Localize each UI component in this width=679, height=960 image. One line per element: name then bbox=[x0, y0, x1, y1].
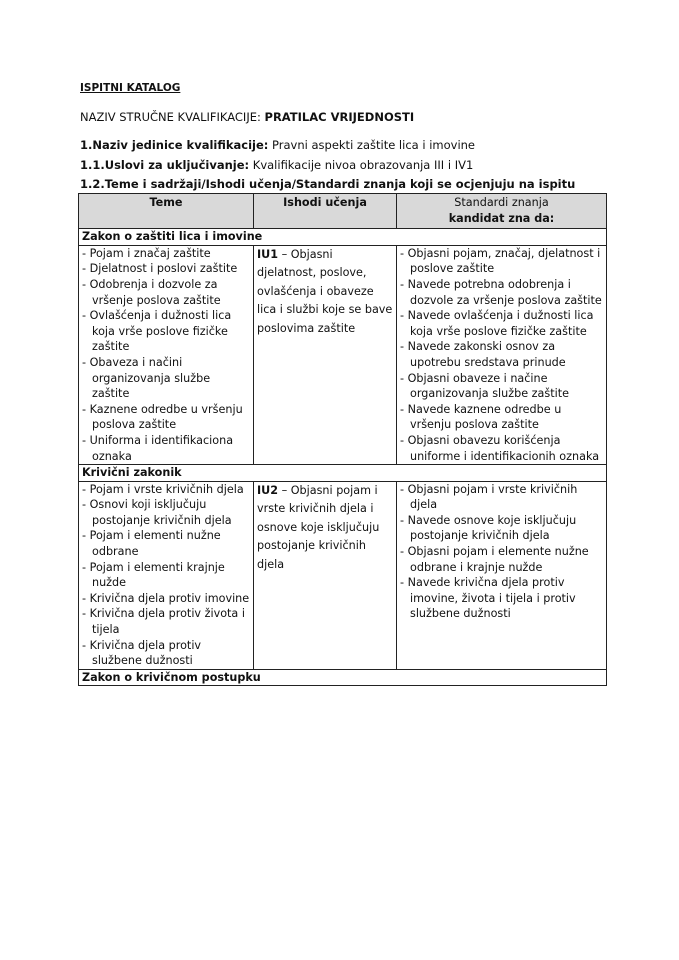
list-item: - Kaznene odredbe u vršenju poslova zaštite bbox=[82, 402, 243, 432]
list-item: - Krivična djela protiv službene dužnosti bbox=[82, 638, 202, 668]
unit-label: 1.Naziv jedinice kvalifikacije: bbox=[80, 138, 269, 152]
col-header-standards-line2: kandidat zna da: bbox=[448, 211, 555, 225]
list-item: - Objasni obaveze i načine organizovanja službe zaštite bbox=[400, 371, 569, 401]
standards-cell bbox=[397, 245, 607, 464]
list-item: - Objasni pojam, značaj, djelatnost i poslove zaštite bbox=[400, 246, 601, 276]
topics-heading: 1.2.Teme i sadržaji/Ishodi učenja/Standardi znanja koji se ocjenjuju na ispitu bbox=[80, 177, 576, 191]
list-item: - Navede osnove koje isključuju postojanje krivičnih djela bbox=[400, 513, 577, 543]
list-item: - Navede potrebna odobrenja i dozvole za vršenje poslova zaštite bbox=[400, 277, 602, 307]
standards-list bbox=[400, 246, 603, 464]
topics-list bbox=[82, 482, 250, 669]
conditions-value: Kvalifikacije nivoa obrazovanja III i IV1 bbox=[249, 158, 474, 172]
section-title: Zakon o krivičnom postupku bbox=[79, 669, 607, 686]
list-item: - Djelatnost i poslovi zaštite bbox=[82, 262, 238, 276]
outcome-cell bbox=[254, 481, 397, 669]
list-item: - Objasni pojam i elemente nužne odbrane i krajnje nužde bbox=[400, 545, 589, 574]
section-title: Zakon o zaštiti lica i imovine bbox=[79, 229, 607, 246]
list-item: - Navede krivična djela protiv imovine, života i tijela i protiv službene dužnosti bbox=[400, 576, 576, 621]
table-row bbox=[79, 481, 607, 669]
col-header-standards bbox=[397, 194, 607, 229]
list-item: - Pojam i elementi nužne odbrane bbox=[82, 529, 221, 559]
unit-value: Pravni aspekti zaštite lica i imovine bbox=[268, 138, 475, 152]
catalog-title: ISPITNI KATALOG bbox=[80, 82, 181, 94]
catalog-table bbox=[78, 193, 607, 686]
section-row bbox=[79, 465, 607, 482]
outcome-text: – Objasni pojam i vrste krivičnih djela i osnove koje isključuju postojanje krivičnih djela bbox=[257, 483, 380, 571]
list-item: - Navede kaznene odredbe u vršenju poslova zaštite bbox=[400, 402, 562, 432]
outcome-code: IU1 bbox=[257, 247, 279, 261]
section-title: Krivični zakonik bbox=[79, 465, 607, 482]
topics-heading-line bbox=[80, 177, 575, 191]
table-header-row bbox=[79, 194, 607, 229]
qualification-value: PRATILAC VRIJEDNOSTI bbox=[264, 110, 415, 124]
list-item: - Navede ovlašćenja i dužnosti lica koja vrše poslove fizičke zaštite bbox=[400, 309, 594, 338]
list-item: - Pojam i elementi krajnje nužde bbox=[82, 560, 225, 590]
section-row bbox=[79, 669, 607, 686]
standards-cell bbox=[397, 481, 607, 669]
list-item: - Ovlašćenja i dužnosti lica koja vrše poslove fizičke zaštite bbox=[82, 309, 232, 354]
list-item: - Osnovi koji isključuju postojanje krivičnih djela bbox=[82, 498, 232, 527]
list-item: - Objasni obavezu korišćenja uniforme i identifikacionih oznaka bbox=[400, 433, 600, 463]
list-item: - Objasni pojam i vrste krivičnih djela bbox=[400, 482, 578, 512]
list-item: - Pojam i značaj zaštite bbox=[82, 246, 211, 260]
list-item: - Uniforma i identifikaciona oznaka bbox=[82, 433, 234, 463]
list-item: - Krivična djela protiv života i tijela bbox=[82, 607, 245, 637]
list-item: - Navede zakonski osnov za upotrebu sredstava prinude bbox=[400, 340, 566, 369]
list-item: - Krivična djela protiv imovine bbox=[82, 591, 250, 605]
conditions-line bbox=[80, 158, 473, 172]
topics-cell bbox=[79, 481, 254, 669]
topics-cell bbox=[79, 245, 254, 464]
col-header-outcomes: Ishodi učenja bbox=[254, 194, 397, 229]
outcome-code: IU2 bbox=[257, 483, 279, 497]
unit-line bbox=[80, 138, 475, 152]
conditions-label: 1.1.Uslovi za uključivanje: bbox=[80, 158, 250, 172]
topics-list bbox=[82, 246, 250, 464]
outcome-text: – Objasni djelatnost, poslove, ovlašćenja i obaveze lica i službi koje se bave poslovima zaštite bbox=[257, 247, 393, 335]
standards-list bbox=[400, 482, 603, 622]
outcome-cell bbox=[254, 245, 397, 464]
list-item: - Odobrenja i dozvole za vršenje poslova zaštite bbox=[82, 277, 221, 307]
qualification-label: NAZIV STRUČNE KVALIFIKACIJE: bbox=[80, 110, 265, 124]
list-item: - Pojam i vrste krivičnih djela bbox=[82, 482, 244, 496]
qualification-line bbox=[80, 110, 414, 124]
table-row bbox=[79, 245, 607, 464]
section-row bbox=[79, 229, 607, 246]
list-item: - Obaveza i načini organizovanja službe zaštite bbox=[82, 355, 211, 401]
col-header-standards-line1: Standardi znanja bbox=[454, 196, 549, 209]
col-header-topics: Teme bbox=[79, 194, 254, 229]
